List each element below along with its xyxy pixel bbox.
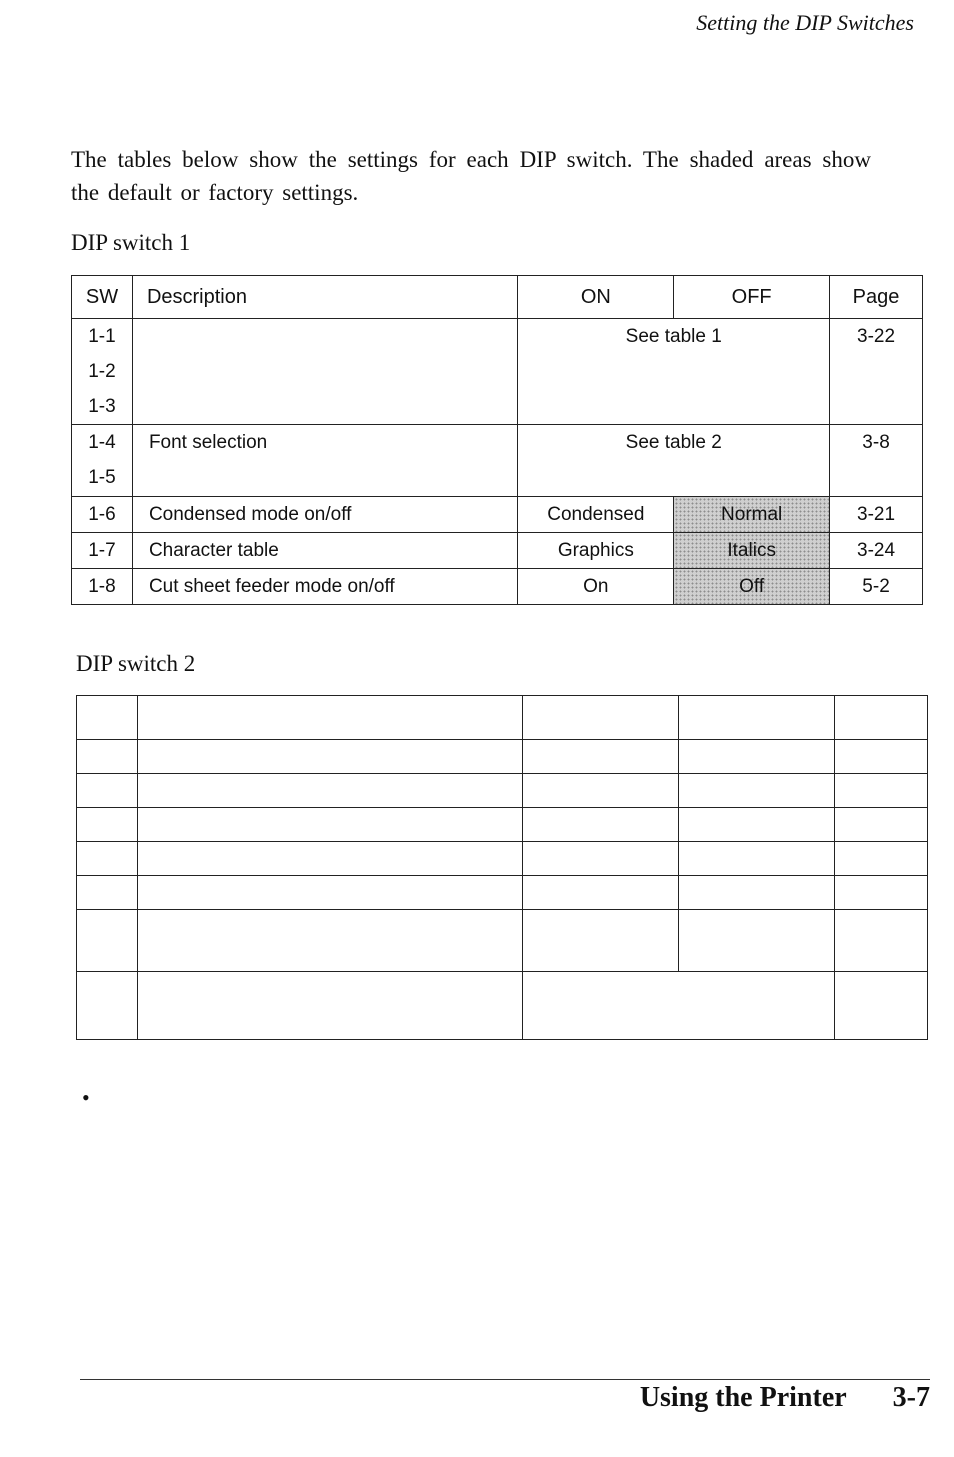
dip-switch-2-caption: DIP switch 2	[76, 651, 196, 676]
switch-number: 1-5	[88, 467, 116, 488]
description-cell: Condensed mode on/off	[132, 497, 517, 533]
page-cell: 5-2	[830, 569, 923, 605]
table-row	[72, 319, 923, 425]
switch-number: 1-4	[88, 432, 116, 453]
col-header-page: Page	[830, 276, 923, 319]
col-header-description: Description	[132, 276, 517, 319]
description-cell: Font selection	[132, 425, 517, 497]
table-row	[77, 910, 928, 972]
description-cell: Character table	[132, 533, 517, 569]
page-cell: 3-24	[830, 533, 923, 569]
switch-number: 1-2	[88, 361, 116, 382]
switch-number: 1-8	[72, 569, 133, 605]
description-cell	[132, 319, 517, 425]
table-row	[72, 569, 923, 605]
page-cell: 3-8	[830, 425, 923, 497]
dip-switch-1-table	[71, 275, 923, 605]
off-cell-default: Off	[674, 569, 830, 605]
table-row	[72, 497, 923, 533]
description-cell: Cut sheet feeder mode on/off	[132, 569, 517, 605]
col-header-off: OFF	[674, 276, 830, 319]
switch-cell	[72, 319, 133, 425]
footer-section-title: Using the Printer	[639, 1382, 847, 1413]
switch-number: 1-7	[72, 533, 133, 569]
page-footer	[640, 1382, 930, 1414]
switch-cell	[72, 425, 133, 497]
table-row	[77, 696, 928, 740]
table-row	[77, 842, 928, 876]
table-header-row	[72, 276, 923, 319]
table-row	[77, 876, 928, 910]
table-row	[77, 808, 928, 842]
footer-page-number: 3-7	[892, 1382, 930, 1413]
switch-number: 1-3	[88, 396, 116, 417]
switch-number: 1-1	[88, 326, 116, 347]
running-header: Setting the DIP Switches	[696, 10, 914, 35]
bullet-mark: •	[82, 1085, 90, 1110]
col-header-on: ON	[518, 276, 674, 319]
table-row	[77, 774, 928, 808]
on-cell: On	[518, 569, 674, 605]
table-row	[72, 425, 923, 497]
setting-cell: See table 1	[518, 319, 830, 425]
dip-switch-1-caption: DIP switch 1	[71, 230, 191, 255]
table-row	[77, 972, 928, 1040]
switch-number: 1-6	[72, 497, 133, 533]
dip-switch-2-table	[76, 695, 928, 1040]
on-cell: Graphics	[518, 533, 674, 569]
footer-rule	[80, 1379, 930, 1380]
on-cell: Condensed	[518, 497, 674, 533]
intro-paragraph: The tables below show the settings for each DIP switch. The shaded areas show the default or factory settings.	[71, 147, 871, 205]
col-header-sw: SW	[72, 276, 133, 319]
off-cell-default: Normal	[674, 497, 830, 533]
off-cell-default: Italics	[674, 533, 830, 569]
setting-cell: See table 2	[518, 425, 830, 497]
table-row	[77, 740, 928, 774]
page-cell: 3-22	[830, 319, 923, 425]
table-row	[72, 533, 923, 569]
page-cell: 3-21	[830, 497, 923, 533]
